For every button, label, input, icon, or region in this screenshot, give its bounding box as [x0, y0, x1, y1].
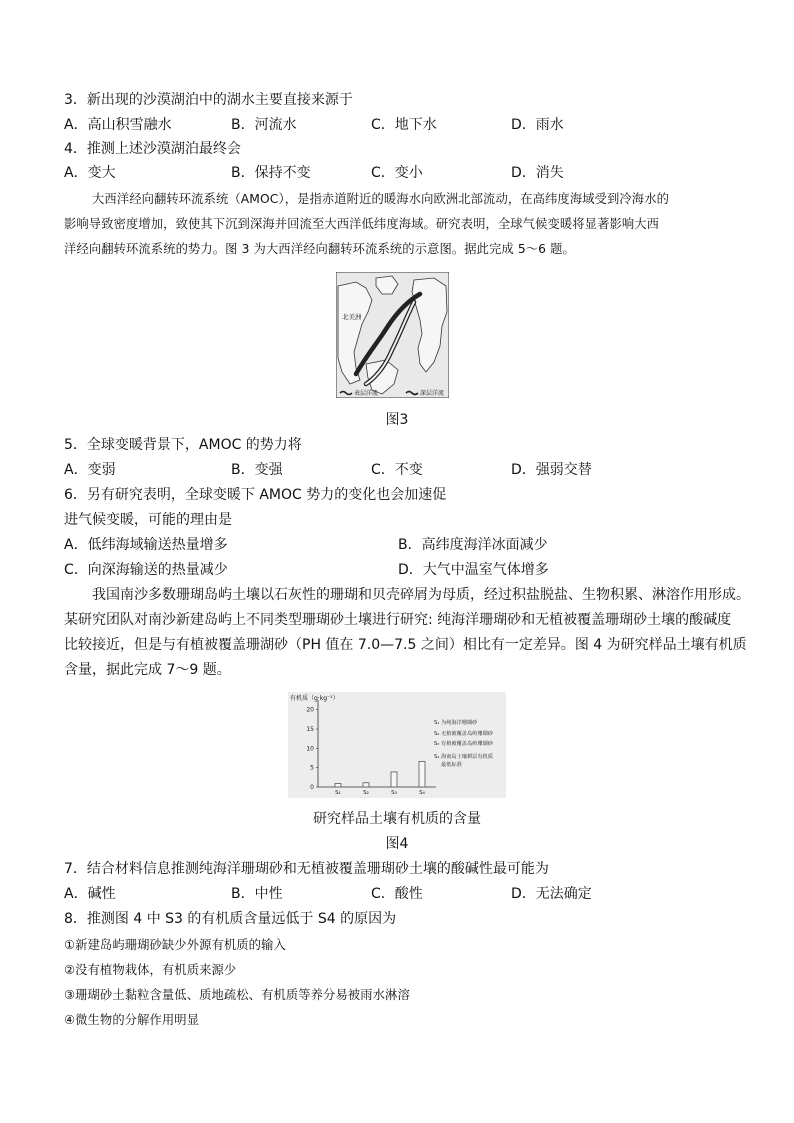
amoc-map-graphic — [336, 272, 449, 398]
legend-item-s2: S₂ 无植被覆盖岛屿珊瑚砂 — [434, 730, 493, 737]
map-label-north-america: 北美洲 — [342, 313, 362, 321]
x-tick-label-2: S₂ — [363, 790, 369, 796]
coral-passage-line-2: 某研究团队对南沙新建岛屿上不同类型珊瑚砂土壤进行研究: 纯海洋珊瑚砂和无植被覆盖珊瑚砂土壤的酸碱度 — [64, 612, 732, 628]
q4-option-b: B．保持不变 — [231, 165, 311, 181]
q8-item-3: ③珊瑚砂土黏粒含量低、质地疏松、有机质等养分易被雨水淋溶 — [64, 988, 410, 1002]
q3-option-c: C．地下水 — [371, 117, 437, 133]
bar-4 — [419, 762, 425, 788]
q3-option-b: B．河流水 — [231, 117, 297, 133]
q5-option-a: A．变弱 — [64, 462, 116, 478]
y-tick-label-0: 0 — [310, 784, 314, 791]
q8-stem: 8．推测图 4 中 S3 的有机质含量远低于 S4 的原因为 — [64, 911, 397, 927]
figure-3-map — [336, 272, 449, 398]
figure-4-title: 研究样品土壤有机质的含量 — [313, 811, 481, 827]
q7-option-b: B．中性 — [231, 886, 283, 902]
q7-option-d: D．无法确定 — [511, 886, 592, 902]
q6-option-d: D．大气中温室气体增多 — [398, 562, 549, 578]
amoc-passage-line-1: 大西洋经向翻转环流系统（AMOC），是指赤道附近的暖海水向欧洲北部流动，在高纬度海域受到冷海水的 — [92, 192, 670, 206]
q8-item-4: ④微生物的分解作用明显 — [64, 1013, 200, 1027]
figure-3-caption: 图3 — [385, 412, 409, 428]
y-tick-label-15: 15 — [306, 726, 314, 734]
y-tick-label-10: 10 — [306, 745, 314, 753]
x-tick-label-3: S₃ — [391, 790, 397, 796]
legend-item-s4: S₄ 海南岛土壤耕层有机质 — [434, 753, 493, 760]
q5-option-b: B．变强 — [231, 462, 283, 478]
amoc-passage-line-3: 洋经向翻转环流系统的势力。图 3 为大西洋经向翻转环流系统的示意图。据此完成 5～6 题。 — [64, 242, 575, 256]
q4-stem: 4．推测上述沙漠湖泊最终会 — [64, 141, 241, 157]
q4-option-a: A．变大 — [64, 165, 116, 181]
x-tick-label-4: S₄ — [419, 790, 425, 796]
q6-option-a: A．低纬海域输送热量增多 — [64, 537, 228, 553]
q7-option-c: C．酸性 — [371, 886, 423, 902]
legend-deep-label: 深层洋流 — [420, 390, 445, 397]
q5-stem: 5．全球变暖背景下，AMOC 的势力将 — [64, 437, 302, 453]
y-tick-label-20: 20 — [306, 706, 314, 714]
legend-item-s3: S₃ 有植被覆盖岛屿珊瑚砂 — [434, 741, 493, 747]
q5-option-c: C．不变 — [371, 462, 423, 478]
q8-item-2: ②没有植物栽体，有机质来源少 — [64, 963, 237, 977]
chart-legend — [434, 718, 504, 771]
bar-1 — [335, 784, 341, 787]
figure-4-chart — [288, 692, 506, 798]
x-tick-label-1: S₁ — [335, 790, 341, 796]
q6-option-b: B．高纬度海洋冰面减少 — [398, 537, 548, 553]
q6-option-c: C．向深海输送的热量减少 — [64, 562, 228, 578]
q3-stem: 3．新出现的沙漠湖泊中的湖水主要直接来源于 — [64, 92, 353, 108]
q7-stem: 7．结合材料信息推测纯海洋珊瑚砂和无植被覆盖珊瑚砂土壤的酸碱性最可能为 — [64, 861, 549, 877]
q4-option-d: D．消失 — [511, 165, 564, 181]
coral-passage-line-1: 我国南沙多数珊瑚岛屿土壤以石灰性的珊瑚和贝壳碎屑为母质，经过积盐脱盐、生物积累、淋溶作用形成。 — [92, 587, 750, 603]
bar-2 — [363, 783, 369, 787]
q7-option-a: A．碱性 — [64, 886, 116, 902]
q6-stem-line-1: 6．另有研究表明，全球变暖下 AMOC 势力的变化也会加速促 — [64, 487, 447, 503]
coral-passage-line-4: 含量，据此完成 7～9 题。 — [64, 662, 231, 678]
legend-surface-label: 表层洋流 — [354, 390, 379, 397]
coral-passage-line-3: 比较接近，但是与有植被覆盖珊湖砂（PH 值在 7.0—7.5 之间）相比有一定差异。图 4 为研究样品土壤有机质 — [64, 637, 747, 653]
legend-item-s1: S₁ 为纯海洋珊瑚砂 — [434, 720, 478, 726]
q5-option-d: D．强弱交替 — [511, 462, 592, 478]
q3-option-a: A．高山积雪融水 — [64, 117, 172, 133]
q8-item-1: ①新建岛屿珊瑚砂缺少外源有机质的输入 — [64, 938, 286, 952]
amoc-passage-line-2: 影响导致密度增加，致使其下沉到深海并回流至大西洋低纬度海域。研究表明，全球气候变暖将显著影响大西 — [64, 217, 660, 231]
y-tick-label-5: 5 — [310, 764, 314, 772]
y-axis-label: 有机质（g·kg⁻¹） — [290, 695, 339, 702]
q4-option-c: C．变小 — [371, 165, 423, 181]
q6-stem-line-2: 进气候变暖，可能的理由是 — [64, 512, 232, 528]
figure-4-caption: 图4 — [385, 836, 409, 852]
legend-item-s4-cont: 最低标准 — [441, 762, 462, 768]
bar-3 — [391, 772, 397, 787]
q3-option-d: D．雨水 — [511, 117, 564, 133]
